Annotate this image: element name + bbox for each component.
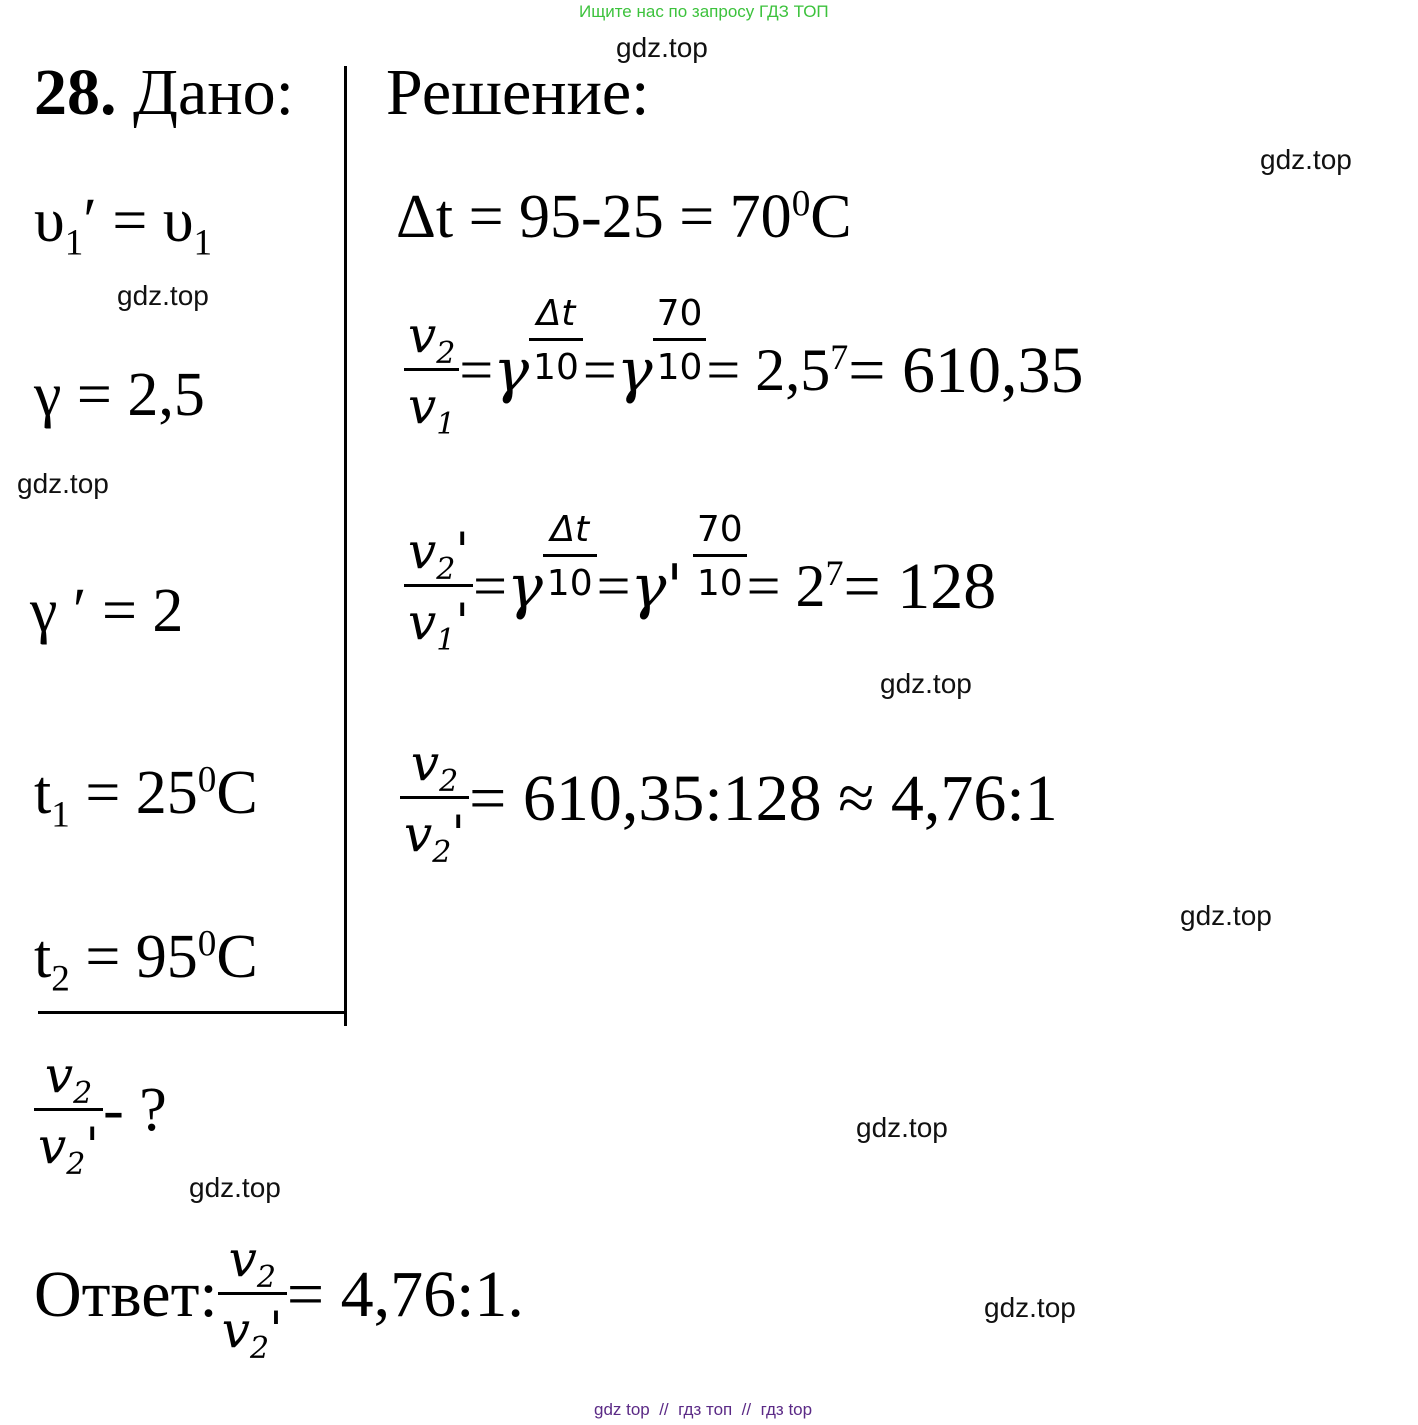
given-t1: $t_1 = 25^0C$ (34, 759, 258, 836)
solution-title: Решение: (386, 56, 650, 129)
ratio-fraction-2: $\frac{v_2'}{v_1'}$ (404, 522, 473, 651)
ratio-line-2: $\frac{v_2'}{v_1'}$ = γ $\frac{\Delta t}{10}$ = γ' $\frac{70}{10}$ = $2^7$ = 128 (404, 522, 996, 651)
watermark: gdz.top (856, 1112, 948, 1143)
exponent-fraction: $\frac{70}{10}$ (693, 509, 747, 604)
delta-t-line: $\Delta t = 95-25 = 70^0C$ (396, 183, 852, 251)
given-gamma-prime: γ ′ = 2 (30, 577, 184, 645)
ratio-line-1: $\frac{v_2}{v_1}$ = γ $\frac{\Delta t}{10}$ = γ $\frac{70}{10}$ = $2,5^7$ = 610,35 (404, 306, 1083, 435)
watermark: gdz.top (1260, 144, 1352, 175)
problem-number: 28. (34, 56, 117, 129)
watermark: gdz.top (117, 280, 209, 311)
find-question: $\frac{v_2}{v_2'}$ - ? (34, 1046, 167, 1175)
top-search-link[interactable]: Ищите нас по запросу ГДЗ ТОП (579, 2, 829, 21)
given-title: Дано: (133, 56, 294, 129)
ratio-line-3: $\frac{v_2}{v_2'}$ = 610,35:128 ≈ 4,76:1 (400, 734, 1058, 863)
ratio-fraction-1: $\frac{v_2}{v_1}$ (404, 306, 459, 435)
exponent-fraction: $\frac{\Delta t}{10}$ (543, 509, 597, 604)
exponent-fraction: $\frac{70}{10}$ (653, 293, 707, 388)
answer-value: = 4,76:1. (286, 1257, 524, 1331)
answer-line (34, 1230, 524, 1366)
watermark: gdz.top (189, 1172, 281, 1203)
exponent-fraction: $\frac{\Delta t}{10}$ (529, 293, 583, 388)
watermark: gdz.top (984, 1292, 1076, 1323)
answer-fraction: $\frac{v_2}{v_2'}$ (218, 1230, 287, 1359)
watermark: gdz.top (880, 668, 972, 699)
watermark: gdz.top (616, 32, 708, 63)
bottom-links[interactable]: gdz top // гдз топ // гдз top (594, 1400, 813, 1419)
watermark: gdz.top (17, 468, 109, 499)
given-speed: $\upsilon_1' = \upsilon_1$ (34, 187, 213, 264)
horizontal-divider (38, 1011, 346, 1014)
given-t2: $t_2 = 95^0C$ (34, 923, 258, 1000)
answer-label: Ответ: (34, 1257, 218, 1331)
given-gamma: γ = 2,5 (34, 361, 205, 429)
ratio-fraction-3: $\frac{v_2}{v_2'}$ (400, 734, 469, 863)
problem-header (34, 56, 294, 129)
vertical-divider (344, 66, 347, 1026)
watermark: gdz.top (1180, 900, 1272, 931)
find-fraction: $\frac{v_2}{v_2'}$ (34, 1046, 103, 1175)
